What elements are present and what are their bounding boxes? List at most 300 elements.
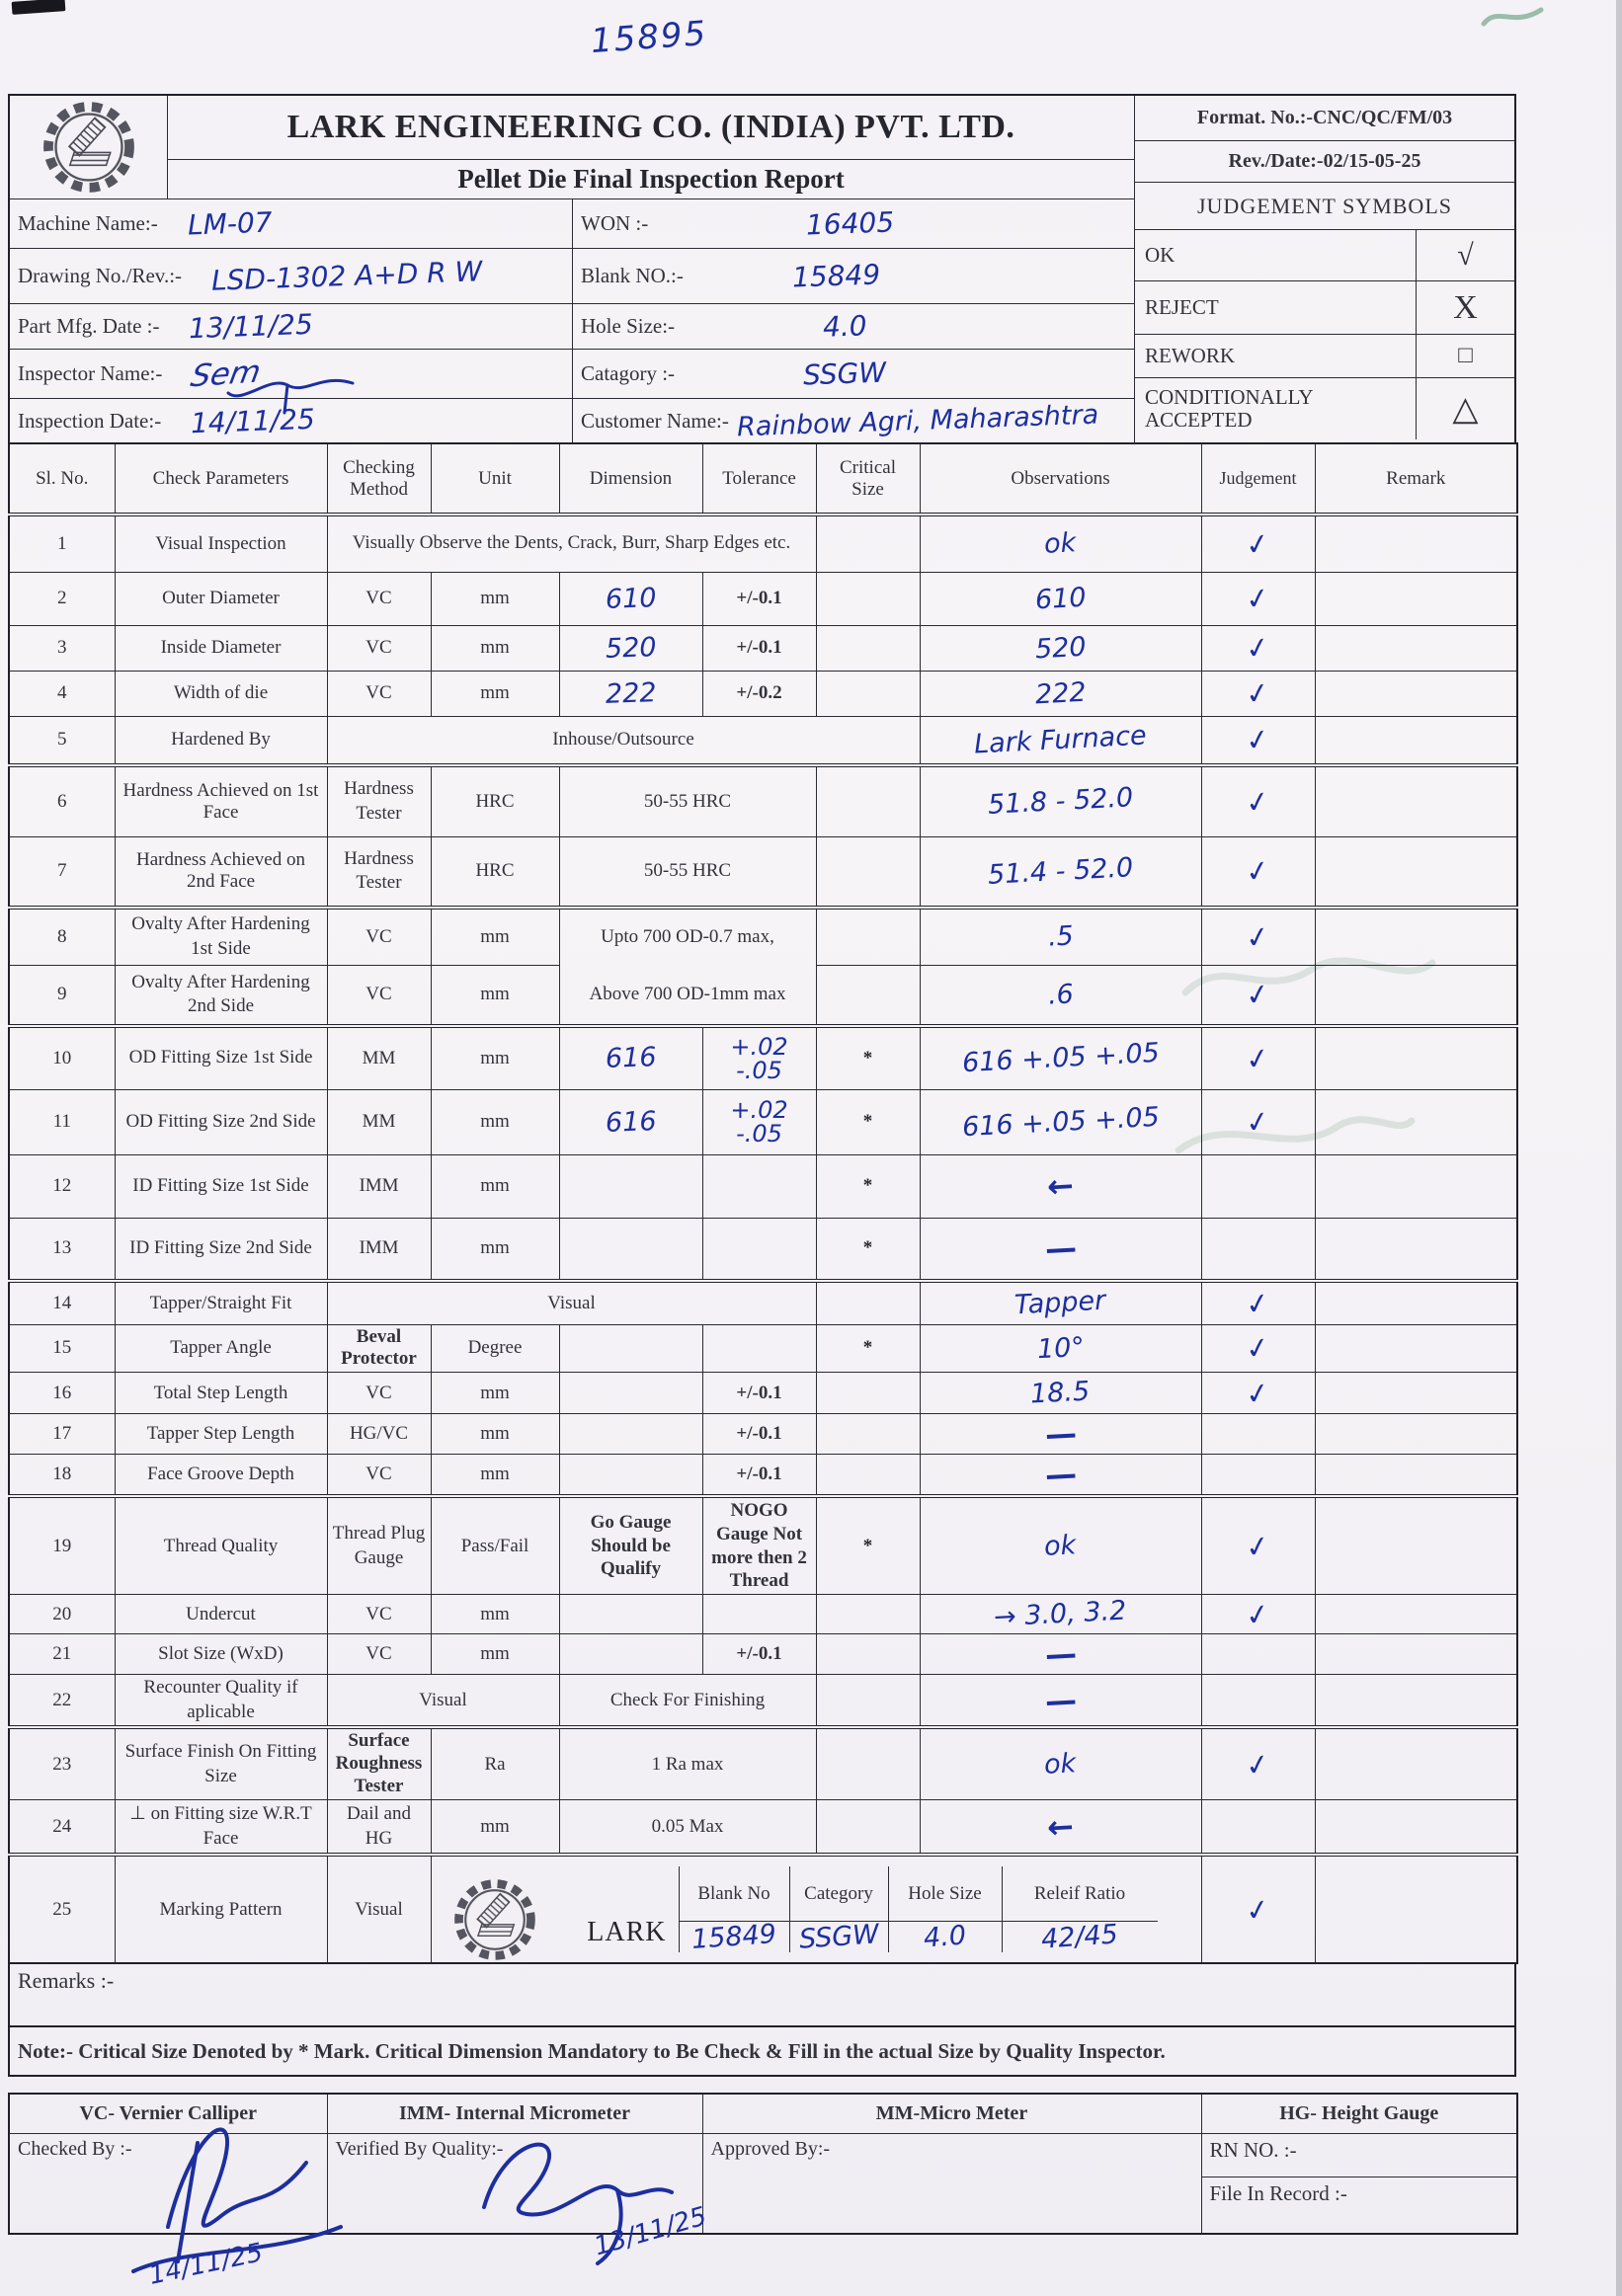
cell-observation: 222 — [920, 671, 1201, 716]
cell-dimension — [559, 1154, 702, 1218]
cell-critical — [816, 572, 920, 625]
judgement-symbols-title: JUDGEMENT SYMBOLS — [1135, 183, 1514, 230]
field-hole-size — [573, 304, 1134, 349]
cell-remark — [1315, 1373, 1517, 1414]
cell-dimension — [559, 1218, 702, 1281]
file-in-record-field: File In Record :- — [1209, 2180, 1347, 2205]
cell-critical — [816, 1634, 920, 1675]
subcol-blank-no: Blank No — [679, 1866, 789, 1922]
cell-critical — [816, 1595, 920, 1634]
col-header-judgement: Judgement — [1201, 443, 1315, 515]
cell-unit: Ra — [431, 1727, 559, 1799]
cell-method: VC — [327, 965, 431, 1026]
cell-method: VC — [327, 625, 431, 671]
cell-critical — [816, 1281, 920, 1324]
cell-unit: mm — [431, 1373, 559, 1414]
cell-parameter: Width of die — [115, 671, 327, 716]
cell-parameter: Visual Inspection — [115, 515, 327, 572]
field-label: Part Mfg. Date :- — [18, 314, 160, 338]
cell-parameter: Face Groove Depth — [115, 1455, 327, 1497]
field-part-mfg-date — [10, 304, 573, 349]
marking-pattern-area — [432, 1866, 1201, 1956]
cell-judgement: ✓ — [1201, 1855, 1315, 1963]
cell-remark — [1315, 1634, 1517, 1675]
cell-sl: 14 — [9, 1281, 115, 1324]
cell-critical — [816, 671, 920, 716]
cell-tolerance: +/-0.1 — [702, 1634, 816, 1675]
cell-observation: ← — [920, 1154, 1201, 1218]
cell-judgement: ✓ — [1201, 1496, 1315, 1595]
report-title: Pellet Die Final Inspection Report — [457, 164, 845, 194]
legend-vc: VC- Vernier Calliper — [9, 2094, 327, 2133]
cell-remark — [1315, 965, 1517, 1026]
cell-parameter: Ovalty After Hardening 2nd Side — [115, 965, 327, 1026]
cell-parameter: Slot Size (WxD) — [115, 1634, 327, 1675]
cell-remark — [1315, 1154, 1517, 1218]
cell-sl: 3 — [9, 625, 115, 671]
cell-tolerance: +/-0.1 — [702, 572, 816, 625]
cell-sl: 16 — [9, 1373, 115, 1414]
cell-method: MM — [327, 1089, 431, 1154]
col-header-check-parameters: Check Parameters — [115, 443, 327, 515]
cell-observation: — — [920, 1414, 1201, 1455]
company-name: LARK ENGINEERING CO. (INDIA) PVT. LTD. — [168, 96, 1134, 160]
cell-parameter: Inside Diameter — [115, 625, 327, 671]
subval-category: SSGW — [789, 1922, 888, 1952]
verified-by-cell: Verified By Quality:- — [327, 2133, 702, 2234]
cell-judgement: ✓ — [1201, 908, 1315, 965]
inspection-table — [8, 442, 1518, 1964]
cell-dimension — [559, 1373, 702, 1414]
cell-observation: 51.8 - 52.0 — [920, 765, 1201, 836]
remarks-label: Remarks :- — [18, 1968, 115, 1994]
cell-method: Hardness Tester — [327, 765, 431, 836]
green-ink-smudge — [1480, 2, 1545, 32]
cell-tolerance — [702, 1089, 816, 1154]
cell-judgement: ✓ — [1201, 671, 1315, 716]
legend-mm: MM-Micro Meter — [702, 2094, 1201, 2133]
cell-critical: * — [816, 1324, 920, 1373]
cell-parameter: Tapper/Straight Fit — [115, 1281, 327, 1324]
cell-dimension — [559, 1634, 702, 1675]
judgement-label: OK — [1145, 242, 1176, 267]
table-row — [9, 1089, 1517, 1154]
cell-tolerance — [702, 1595, 816, 1634]
cell-judgement: ✓ — [1201, 515, 1315, 572]
field-value-handwritten: 4.0 — [822, 309, 868, 344]
cell-unit: mm — [431, 1634, 559, 1675]
judgement-symbol-row — [1135, 230, 1514, 281]
cell-parameter: ⊥ on Fitting size W.R.T Face — [115, 1799, 327, 1855]
table-row — [9, 1634, 1517, 1675]
subcol-releif-ratio: Releif Ratio — [1002, 1866, 1158, 1922]
cell-parameter: Hardness Achieved on 2nd Face — [115, 836, 327, 908]
cell-judgement — [1201, 1799, 1315, 1855]
cell-observation: — — [920, 1675, 1201, 1728]
field-label: Catagory :- — [581, 361, 676, 385]
col-header-checking-method: Checking Method — [327, 443, 431, 515]
cell-observation: Tapper — [920, 1281, 1201, 1324]
cell-critical — [816, 625, 920, 671]
cell-method: Hardness Tester — [327, 836, 431, 908]
judgement-symbol-row — [1135, 281, 1514, 335]
judgement-symbol: √ — [1416, 230, 1514, 280]
cell-method: VC — [327, 1634, 431, 1675]
legend-row — [9, 2094, 1517, 2133]
cell-parameter: Hardness Achieved on 1st Face — [115, 765, 327, 836]
cell-parameter: Recounter Quality if aplicable — [115, 1675, 327, 1728]
cell-observation: .6 — [920, 965, 1201, 1026]
field-inspector-name — [10, 350, 573, 398]
cell-parameter: Hardened By — [115, 716, 327, 765]
cell-sl: 6 — [9, 765, 115, 836]
table-row — [9, 1675, 1517, 1728]
cell-merged-spec: 1 Ra max — [559, 1727, 816, 1799]
lark-gear-logo-icon — [447, 1872, 542, 1967]
table-row — [9, 1026, 1517, 1089]
cell-method: VC — [327, 1455, 431, 1497]
cell-parameter: OD Fitting Size 1st Side — [115, 1026, 327, 1089]
cell-remark — [1315, 1855, 1517, 1963]
field-label: Inspection Date:- — [18, 408, 162, 433]
cell-method: Thread Plug Gauge — [327, 1496, 431, 1595]
cell-merged-note: Visual — [327, 1281, 816, 1324]
judgement-label: REWORK — [1145, 343, 1235, 367]
cell-merged-note: Check For Finishing — [559, 1675, 816, 1728]
table-row — [9, 1455, 1517, 1497]
cell-dimension: 610 — [559, 572, 702, 625]
judgement-symbol: X — [1416, 281, 1514, 334]
cell-observation: — — [920, 1218, 1201, 1281]
cell-remark — [1315, 515, 1517, 572]
cell-judgement — [1201, 1154, 1315, 1218]
cell-critical: * — [816, 1496, 920, 1595]
cell-parameter: Surface Finish On Fitting Size — [115, 1727, 327, 1799]
cell-unit: mm — [431, 1218, 559, 1281]
cell-observation: 520 — [920, 625, 1201, 671]
cell-method: VC — [327, 572, 431, 625]
cell-tolerance: +/-0.2 — [702, 671, 816, 716]
cell-sl: 5 — [9, 716, 115, 765]
cell-remark — [1315, 1414, 1517, 1455]
info-row — [10, 304, 1134, 350]
cell-sl: 25 — [9, 1855, 115, 1963]
cell-sl: 24 — [9, 1799, 115, 1855]
form-header — [8, 94, 1516, 444]
field-label: Drawing No./Rev.:- — [18, 264, 183, 287]
cell-merged-note: Visual — [327, 1675, 559, 1728]
cell-sl: 12 — [9, 1154, 115, 1218]
tolerance-handwritten: +.02 -.05 — [730, 1032, 788, 1084]
field-drawing-no — [10, 249, 573, 303]
cell-unit: mm — [431, 908, 559, 965]
cell-merged-spec: Upto 700 OD-0.7 max, — [559, 908, 816, 965]
cell-parameter: Ovalty After Hardening 1st Side — [115, 908, 327, 965]
legend-hg: HG- Height Gauge — [1201, 2094, 1517, 2133]
approved-by-cell: Approved By:- — [702, 2133, 1201, 2234]
cell-merged-note: Inhouse/Outsource — [327, 716, 920, 765]
cell-observation: — — [920, 1455, 1201, 1497]
cell-judgement: ✓ — [1201, 765, 1315, 836]
cell-judgement: ✓ — [1201, 716, 1315, 765]
cell-unit: mm — [431, 625, 559, 671]
judgement-label: CONDITIONALLY ACCEPTED — [1145, 384, 1313, 432]
cell-sl: 20 — [9, 1595, 115, 1634]
cell-observation: 18.5 — [920, 1373, 1201, 1414]
field-label: Customer Name:- — [581, 408, 729, 433]
info-row — [10, 249, 1134, 304]
scan-edge-shadow — [1616, 0, 1622, 2296]
cell-sl: 22 — [9, 1675, 115, 1728]
cell-dimension — [559, 1414, 702, 1455]
table-row — [9, 1496, 1517, 1595]
cell-method: HG/VC — [327, 1414, 431, 1455]
field-value-handwritten: SSGW — [802, 356, 887, 392]
table-row — [9, 1324, 1517, 1373]
cell-unit: mm — [431, 1026, 559, 1089]
cell-critical — [816, 965, 920, 1026]
cell-tolerance: +/-0.1 — [702, 1414, 816, 1455]
cell-unit: Degree — [431, 1324, 559, 1373]
cell-tolerance: +/-0.1 — [702, 1455, 816, 1497]
cell-observation: — — [920, 1634, 1201, 1675]
table-row — [9, 625, 1517, 671]
cell-sl: 23 — [9, 1727, 115, 1799]
cell-critical — [816, 908, 920, 965]
cell-parameter: Tapper Angle — [115, 1324, 327, 1373]
cell-dimension: 520 — [559, 625, 702, 671]
cell-judgement — [1201, 1634, 1315, 1675]
remarks-section — [8, 1964, 1516, 2027]
cell-remark — [1315, 716, 1517, 765]
cell-judgement: ✓ — [1201, 625, 1315, 671]
cell-tolerance — [702, 1218, 816, 1281]
cell-critical — [816, 1799, 920, 1855]
cell-sl: 11 — [9, 1089, 115, 1154]
header-right — [1135, 96, 1514, 442]
cell-sl: 1 — [9, 515, 115, 572]
field-label: WON :- — [581, 211, 649, 235]
field-label: Hole Size:- — [581, 314, 676, 338]
cell-sl: 21 — [9, 1634, 115, 1675]
table-row — [9, 908, 1517, 965]
col-header-unit: Unit — [431, 443, 559, 515]
cell-remark — [1315, 1089, 1517, 1154]
cell-method: VC — [327, 908, 431, 965]
cell-observation: 610 — [920, 572, 1201, 625]
cell-merged-spec: 50-55 HRC — [559, 836, 816, 908]
table-row — [9, 1727, 1517, 1799]
cell-remark — [1315, 1455, 1517, 1497]
table-row — [9, 572, 1517, 625]
cell-remark — [1315, 908, 1517, 965]
cell-remark — [1315, 1496, 1517, 1595]
cell-dimension — [559, 1595, 702, 1634]
cell-judgement: ✓ — [1201, 836, 1315, 908]
judgement-symbol-row — [1135, 378, 1514, 439]
cell-unit: HRC — [431, 836, 559, 908]
cell-dimension: 616 — [559, 1026, 702, 1089]
verified-by-date: 13/11/25 — [591, 2201, 710, 2262]
cell-unit: mm — [431, 1595, 559, 1634]
lark-wordmark: LARK — [587, 1917, 667, 1948]
cell-parameter: Thread Quality — [115, 1496, 327, 1595]
cell-judgement: ✓ — [1201, 1324, 1315, 1373]
cell-critical — [816, 515, 920, 572]
field-label: Machine Name:- — [18, 211, 158, 235]
cell-judgement — [1201, 1218, 1315, 1281]
cell-unit: mm — [431, 1799, 559, 1855]
legend-imm: IMM- Internal Micrometer — [327, 2094, 702, 2133]
table-row — [9, 836, 1517, 908]
table-row — [9, 1218, 1517, 1281]
cell-unit: mm — [431, 1455, 559, 1497]
subval-hole-size: 4.0 — [888, 1922, 1002, 1952]
cell-unit: mm — [431, 1154, 559, 1218]
field-value-handwritten: 16405 — [805, 205, 895, 242]
col-header-critical-size: Critical Size — [816, 443, 920, 515]
cell-sl: 15 — [9, 1324, 115, 1373]
title-band — [10, 96, 1134, 199]
field-inspection-date — [10, 399, 573, 442]
subcol-category: Category — [789, 1866, 888, 1922]
cell-judgement: ✓ — [1201, 1727, 1315, 1799]
cell-observation: ok — [920, 515, 1201, 572]
cell-remark — [1315, 1675, 1517, 1728]
cell-sl: 7 — [9, 836, 115, 908]
field-value-handwritten: 13/11/25 — [188, 307, 314, 346]
cell-judgement — [1201, 1675, 1315, 1728]
cell-observation: 616 +.05 +.05 — [920, 1089, 1201, 1154]
cell-parameter: Outer Diameter — [115, 572, 327, 625]
cell-method: IMM — [327, 1218, 431, 1281]
cell-parameter: ID Fitting Size 2nd Side — [115, 1218, 327, 1281]
cell-observation: 51.4 - 52.0 — [920, 836, 1201, 908]
cell-method: Visual — [327, 1855, 431, 1963]
cell-tolerance: +/-0.1 — [702, 625, 816, 671]
cell-observation: 10° — [920, 1324, 1201, 1373]
cell-parameter: ID Fitting Size 1st Side — [115, 1154, 327, 1218]
cell-judgement: ✓ — [1201, 572, 1315, 625]
table-row — [9, 1799, 1517, 1855]
subval-releif-ratio: 42/45 — [1002, 1922, 1158, 1952]
tolerance-handwritten: +.02 -.05 — [730, 1096, 788, 1148]
cell-method: VC — [327, 1595, 431, 1634]
info-row — [10, 199, 1134, 249]
cell-critical — [816, 1414, 920, 1455]
cell-sl: 18 — [9, 1455, 115, 1497]
field-value-handwritten: 15849 — [791, 258, 881, 294]
cell-remark — [1315, 836, 1517, 908]
cell-method: Dail and HG — [327, 1799, 431, 1855]
cell-observation: 616 +.05 +.05 — [920, 1026, 1201, 1089]
cell-sl: 4 — [9, 671, 115, 716]
table-row — [9, 1281, 1517, 1324]
col-header-observations: Observations — [920, 443, 1201, 515]
field-won — [573, 199, 1134, 248]
field-label: Inspector Name:- — [18, 361, 163, 385]
judgement-symbol: □ — [1416, 335, 1514, 377]
subcol-hole-size: Hole Size — [888, 1866, 1002, 1922]
cell-sl: 17 — [9, 1414, 115, 1455]
field-label: Blank NO.:- — [581, 264, 684, 287]
cell-critical — [816, 1373, 920, 1414]
checked-by-cell: Checked By :- — [9, 2133, 327, 2234]
marking-subtable — [679, 1866, 1158, 1956]
cell-tolerance: +/-0.1 — [702, 1373, 816, 1414]
cell-dimension: 222 — [559, 671, 702, 716]
record-cell — [1201, 2133, 1517, 2234]
field-value-handwritten: 14/11/25 — [190, 402, 316, 439]
subval-blank-no: 15849 — [679, 1922, 789, 1952]
cell-unit: mm — [431, 671, 559, 716]
cell-observation: ok — [920, 1727, 1201, 1799]
cell-remark — [1315, 671, 1517, 716]
cell-remark — [1315, 765, 1517, 836]
cell-parameter: OD Fitting Size 2nd Side — [115, 1089, 327, 1154]
cell-unit: Pass/Fail — [431, 1496, 559, 1595]
marking-logo-block — [432, 1866, 679, 1952]
note-section: Note:- Critical Size Denoted by * Mark. Critical Dimension Mandatory to Be Check & Fill in the actual Size by Quality Inspector. — [8, 2027, 1516, 2077]
cell-critical: * — [816, 1154, 920, 1218]
rev-date: Rev./Date:-02/15-05-25 — [1135, 141, 1514, 183]
cell-merged-spec: 0.05 Max — [559, 1799, 816, 1855]
table-row — [9, 1154, 1517, 1218]
cell-method: VC — [327, 671, 431, 716]
legend-footer-table — [8, 2093, 1518, 2235]
table-row — [9, 515, 1517, 572]
cell-unit: mm — [431, 965, 559, 1026]
judgement-symbol: △ — [1416, 378, 1514, 439]
cell-critical — [816, 1727, 920, 1799]
cell-parameter: Marking Pattern — [115, 1855, 327, 1963]
field-blank-no — [573, 249, 1134, 303]
cell-sl: 9 — [9, 965, 115, 1026]
cell-tolerance — [702, 1026, 816, 1089]
field-machine-name — [10, 199, 573, 248]
cell-method: IMM — [327, 1154, 431, 1218]
col-header-sl-no: Sl. No. — [9, 443, 115, 515]
cell-remark — [1315, 1281, 1517, 1324]
cell-critical: * — [816, 1218, 920, 1281]
cell-dimension — [559, 1324, 702, 1373]
cell-sl: 8 — [9, 908, 115, 965]
info-row — [10, 350, 1134, 399]
field-value-handwritten: LSD-1302 A+D R W — [210, 255, 483, 297]
cell-unit: mm — [431, 1414, 559, 1455]
cell-remark — [1315, 1026, 1517, 1089]
cell-go-gauge: Go Gauge Should be Qualify — [559, 1496, 702, 1595]
cell-nogo-gauge: NOGO Gauge Not more then 2 Thread — [702, 1496, 816, 1595]
cell-remark — [1315, 1218, 1517, 1281]
cell-remark — [1315, 1799, 1517, 1855]
cell-critical — [816, 1675, 920, 1728]
cell-sl: 19 — [9, 1496, 115, 1595]
table-row — [9, 671, 1517, 716]
table-row — [9, 965, 1517, 1026]
cell-unit: mm — [431, 572, 559, 625]
company-logo — [10, 96, 168, 198]
lark-gear-logo-icon — [36, 94, 142, 200]
cell-critical — [816, 765, 920, 836]
judgement-label: REJECT — [1145, 294, 1219, 319]
cell-judgement: ✓ — [1201, 1373, 1315, 1414]
cell-marking-pattern — [431, 1855, 1201, 1963]
cell-merged-note: Visually Observe the Dents, Crack, Burr, Sharp Edges etc. — [327, 515, 816, 572]
cell-sl: 13 — [9, 1218, 115, 1281]
cell-sl: 2 — [9, 572, 115, 625]
cell-parameter: Undercut — [115, 1595, 327, 1634]
